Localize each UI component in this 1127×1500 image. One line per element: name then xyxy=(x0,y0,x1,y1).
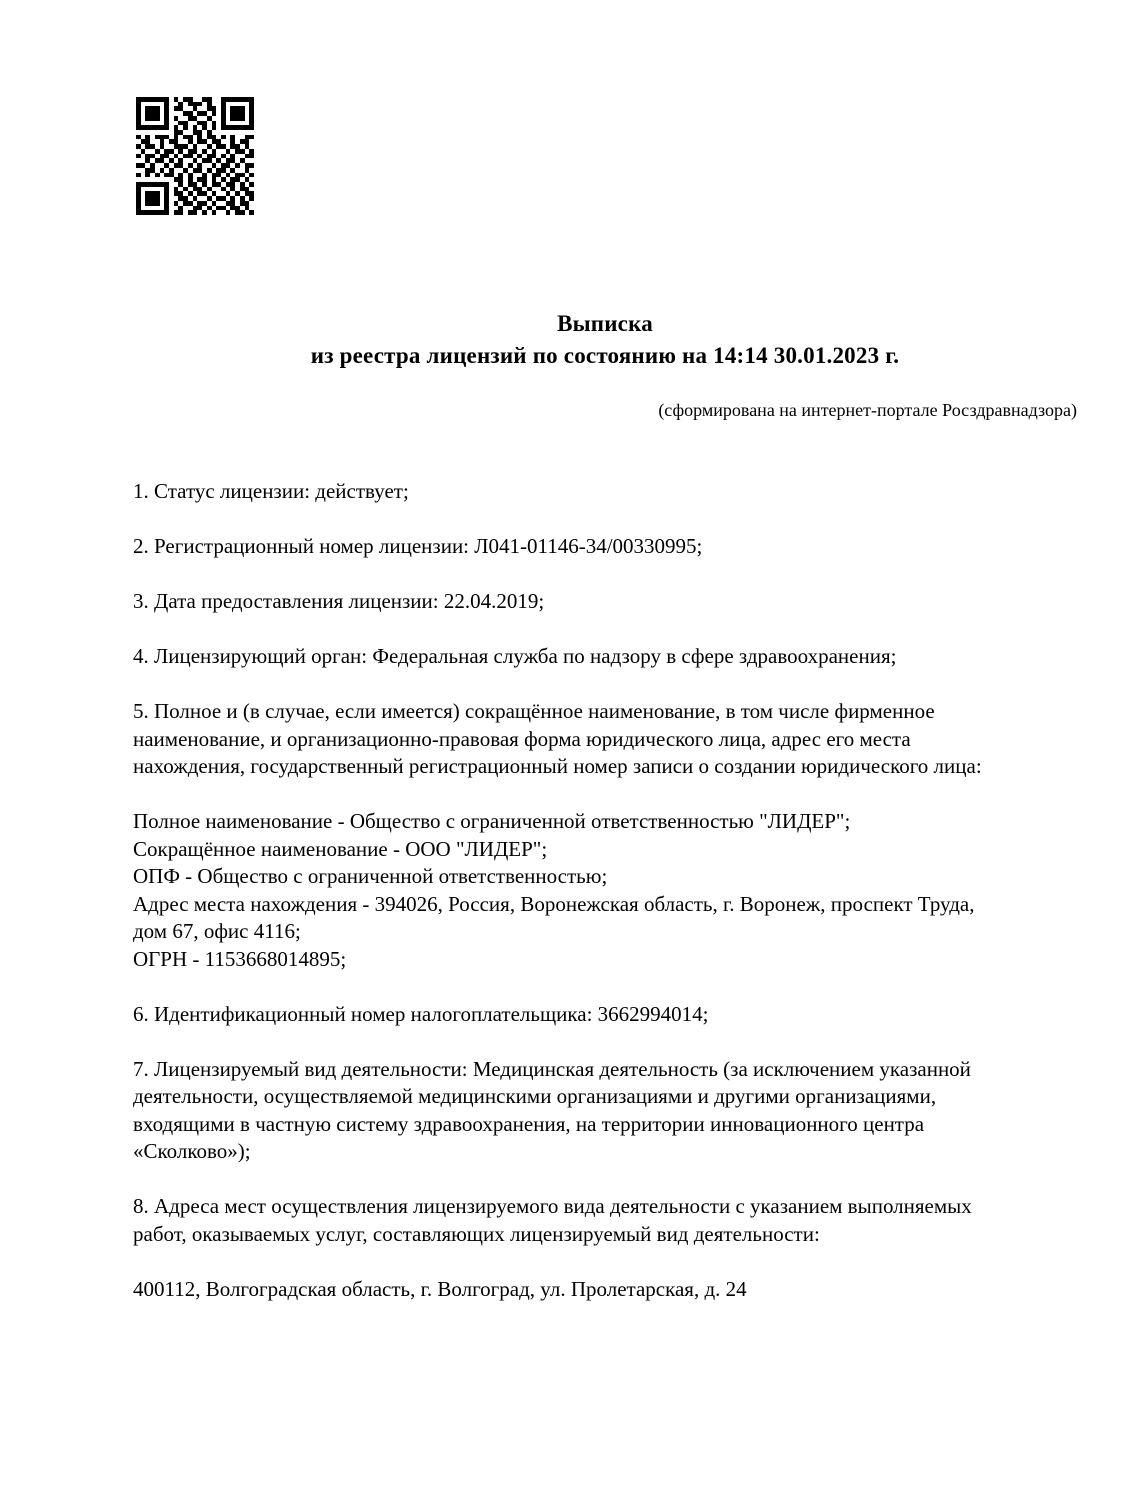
text-line: 1. Статус лицензии: действует; xyxy=(133,479,409,503)
full-name-line: Полное наименование - Общество с ограниченной ответственностью "ЛИДЕР"; xyxy=(133,809,851,833)
address-line-2: дом 67, офис 4116; xyxy=(133,919,301,943)
title-line-2: из реестра лицензий по состоянию на 14:14 30.01.2023 г. xyxy=(310,343,900,368)
item-licensing-authority xyxy=(133,643,1077,671)
document-subtitle: (сформирована на интернет-портале Росздравнадзора) xyxy=(658,400,1077,420)
document-content xyxy=(133,308,1077,1331)
item-activity-addresses-heading xyxy=(133,1193,1077,1248)
qr-code xyxy=(136,97,254,215)
short-name-line: Сокращённое наименование - ООО "ЛИДЕР"; xyxy=(133,836,548,861)
item-registration-number xyxy=(133,533,1077,561)
title-line-1: Выписка xyxy=(557,311,653,336)
item-legal-entity-heading xyxy=(133,698,1077,781)
item-licensed-activity xyxy=(133,1056,1077,1166)
ogrn-line: ОГРН - 1153668014895; xyxy=(133,946,347,971)
text-line: 5. Полное и (в случае, если имеется) сокращённое наименование, в том числе фирменное xyxy=(133,699,935,723)
text-line: 6. Идентификационный номер налогоплательщика: 3662994014; xyxy=(133,1001,709,1026)
address-line-1: Адрес места нахождения - 394026, Россия, Воронежская область, г. Воронеж, проспект Труда, xyxy=(133,891,975,916)
document-title xyxy=(133,308,1077,372)
text-line: 3. Дата предоставления лицензии: 22.04.2019; xyxy=(133,589,545,613)
text-line: 7. Лицензируемый вид деятельности: Медицинская деятельность (за исключением указанной xyxy=(133,1056,971,1081)
text-line: входящими в частную систему здравоохранения, на территории инновационного центра xyxy=(133,1111,925,1136)
text-line: работ, оказываемых услуг, составляющих лицензируемый вид деятельности: xyxy=(133,1221,820,1246)
text-line: 8. Адреса мест осуществления лицензируемого вида деятельности с указанием выполняемых xyxy=(133,1194,972,1218)
legal-form-line: ОПФ - Общество с ограниченной ответственностью; xyxy=(133,864,608,888)
text-line: «Сколково»); xyxy=(133,1139,251,1163)
text-line: наименование, и организационно-правовая форма юридического лица, адрес его места xyxy=(133,726,911,751)
document-body xyxy=(133,478,1077,1303)
text-line: деятельности, осуществляемой медицинскими организациями и другими организациями, xyxy=(133,1084,937,1108)
item-legal-entity-details xyxy=(133,808,1077,973)
text-line: 4. Лицензирующий орган: Федеральная служба по надзору в сфере здравоохранения; xyxy=(133,644,897,668)
item-taxpayer-number xyxy=(133,1001,1077,1029)
text-line: 2. Регистрационный номер лицензии: Л041-01146-34/00330995; xyxy=(133,534,703,558)
item-activity-address xyxy=(133,1276,1077,1304)
item-license-status xyxy=(133,478,1077,506)
text-line: нахождения, государственный регистрационный номер записи о создании юридического лица: xyxy=(133,754,982,778)
text-line: 400112, Волгоградская область, г. Волгоград, ул. Пролетарская, д. 24 xyxy=(133,1276,747,1301)
item-grant-date xyxy=(133,588,1077,616)
